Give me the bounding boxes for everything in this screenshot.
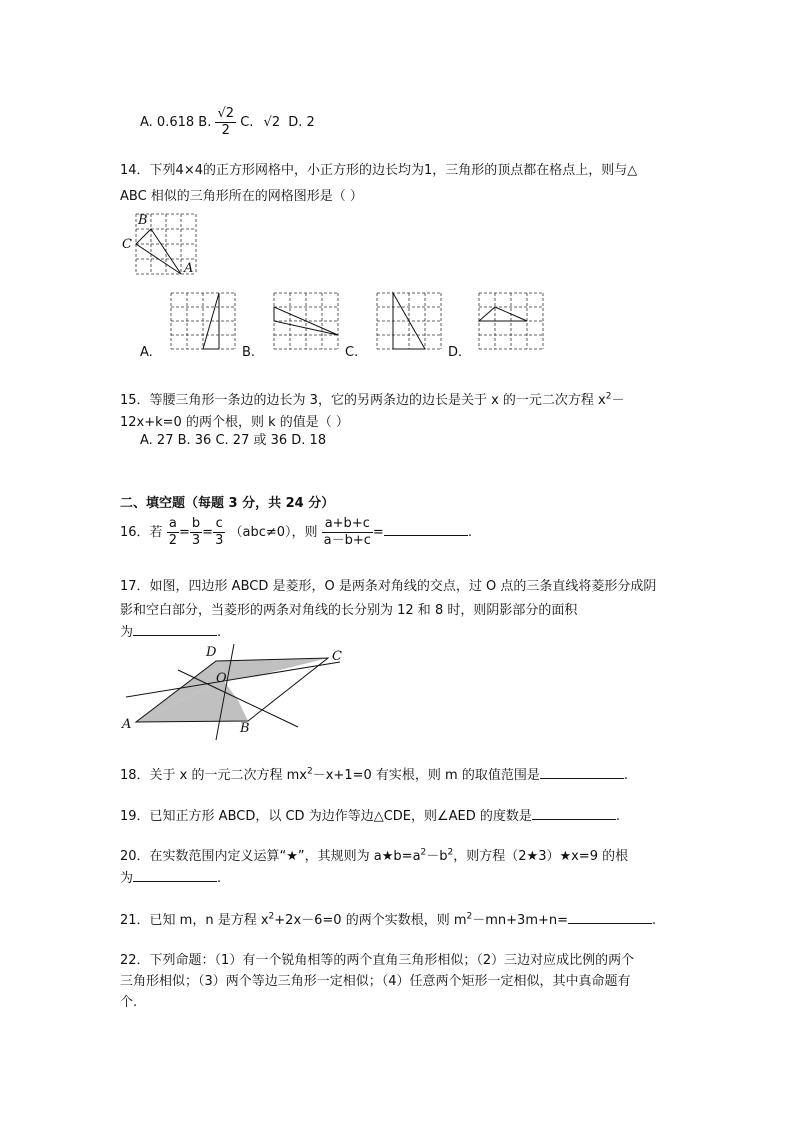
q16-prefix: 16．若 [120,525,163,540]
q17-end: . [217,625,222,640]
q20-exponent-2: 2 [447,847,454,858]
section-2-title: 二、填空题（每题 3 分，共 24 分） [120,496,335,511]
triangle-abc [136,229,181,274]
q20-exponent-1: 2 [420,847,427,858]
q22-line-1: 22．下列命题：（1）有一个锐角相等的两个直角三角形相似；（2）三边对应成比例的两个 [120,953,635,968]
q16-fa-den: 2 [168,533,177,548]
q20-answer-blank[interactable] [133,868,217,882]
q18-suffix: －x+1=0 有实根，则 m 的取值范围是 [312,768,540,783]
q14-option-a-grid [170,292,236,352]
q16-main-den: a－b+c [323,533,371,548]
q16-answer-blank[interactable] [384,522,468,536]
label-c: C [122,237,132,252]
q17-line-2: 影和空白部分，当菱形的两条对角线的长分别为 12 和 8 时，则阴影部分的面积 [120,603,578,618]
q21-end: . [652,913,657,928]
q21-suffix: －mn+3m+n= [472,913,569,928]
label-a2: A [122,717,132,732]
q21 [120,910,656,930]
q19-answer-blank[interactable] [532,806,616,820]
q15-line-1-text: 15．等腰三角形一条边的边长为 3，它的另两条边的边长是关于 x 的一元二次方程 x [120,393,606,408]
q21-exponent-1: 2 [268,911,275,922]
q20-suffix: ，则方程（2★3）★x=9 的根 [453,849,629,864]
q14-line-1: 14．下列4×4的正方形网格中，小正方形的边长均为1，三角形的顶点都在格点上，则与△ [120,163,638,178]
q18-answer-blank[interactable] [540,765,624,779]
q13-options [140,106,315,139]
q14-reference-grid [120,210,210,280]
q15-line-1-minus: － [611,393,625,408]
q22-line-2: 三角形相似；（3）两个等边三角形一定相似；（4）任意两个矩形一定相似，其中真命题有 [120,974,631,989]
q13-option-c: C. [240,115,254,130]
q16-equals-3: = [372,525,384,540]
q16-fraction-a [167,516,179,549]
label-d: D [206,645,217,660]
q19 [120,806,620,826]
label-b: B [138,213,148,228]
q14-option-a-label: A. [140,345,153,360]
q13-b-numerator: √2 [217,106,235,121]
q18-prefix: 18．关于 x 的一元二次方程 mx [120,768,307,783]
q17-rhombus-figure [118,642,348,737]
q16-end: . [467,525,472,540]
q20-line-1 [120,848,628,866]
q17-line-3-prefix: 为 [120,625,134,640]
q17-line-1: 17．如图，四边形 ABCD 是菱形，O 是两条对角线的交点，过 O 点的三条直线将菱形分成阴 [120,579,657,594]
q17-line-3 [120,622,221,642]
q16 [120,516,472,549]
q17-answer-blank[interactable] [133,622,217,636]
q15-line-1-exponent: 2 [605,391,612,402]
q16-fb-num: b [190,516,202,533]
q14-option-c-grid [376,292,442,352]
q13-b-denominator: 2 [221,123,230,138]
q16-fa-num: a [167,516,179,533]
q16-fc-den: 3 [215,533,224,548]
q15-options: A. 27 B. 36 C. 27 或 36 D. 18 [140,433,327,448]
q14-option-c-label: C. [345,345,359,360]
q21-exponent-2: 2 [466,911,473,922]
q18-end: . [623,768,628,783]
q14-option-d-label: D. [448,345,463,360]
q16-main-num: a+b+c [322,516,373,533]
q13-option-c-value: √2 [263,115,281,130]
shaded-region-top [216,658,328,680]
q16-condition: （abc≠0），则 [229,525,318,540]
q22-line-3: 个. [120,995,138,1010]
q21-prefix: 21．已知 m，n 是方程 x [120,913,269,928]
q19-prefix: 19．已知正方形 ABCD，以 CD 为边作等边△CDE，则∠AED 的度数是 [120,809,532,824]
q16-fraction-main [322,516,373,549]
q20-prefix: 20．在实数范围内定义运算“★”，其规则为 a★b=a [120,849,421,864]
q21-mid: +2x－6=0 的两个实数根，则 m [274,913,467,928]
option-d-triangle [479,307,527,321]
label-a: A [184,261,194,276]
q20-end: . [217,871,222,886]
q16-fb-den: 3 [191,533,201,548]
q15-line-1 [120,392,624,410]
q14-option-b-label: B. [242,345,256,360]
q14-line-2: ABC 相似的三角形所在的网格图形是（ ） [120,189,363,204]
q21-answer-blank[interactable] [568,910,652,924]
q14-option-d-grid [478,292,544,352]
q16-equals-2: = [202,525,214,540]
q16-equals-1: = [178,525,190,540]
q13-option-d: D. 2 [288,115,315,130]
label-o: O [216,671,227,686]
label-b2: B [240,721,250,736]
q18 [120,765,628,785]
q16-fc-num: c [213,516,225,533]
q14-option-b-grid [273,292,339,352]
q16-fraction-c [213,516,225,549]
q13-option-a-b: A. 0.618 B. [140,115,212,130]
q13-option-b-fraction [215,106,236,139]
q16-fraction-b [190,516,202,549]
q20-mid: －b [426,849,448,864]
q18-exponent: 2 [307,766,313,777]
q19-end: . [615,809,621,824]
q20-line-2 [120,868,221,888]
q15-line-2: 12x+k=0 的两个根，则 k 的值是（ ） [120,415,349,430]
q20-line-2-prefix: 为 [120,871,134,886]
label-c2: C [332,649,342,664]
